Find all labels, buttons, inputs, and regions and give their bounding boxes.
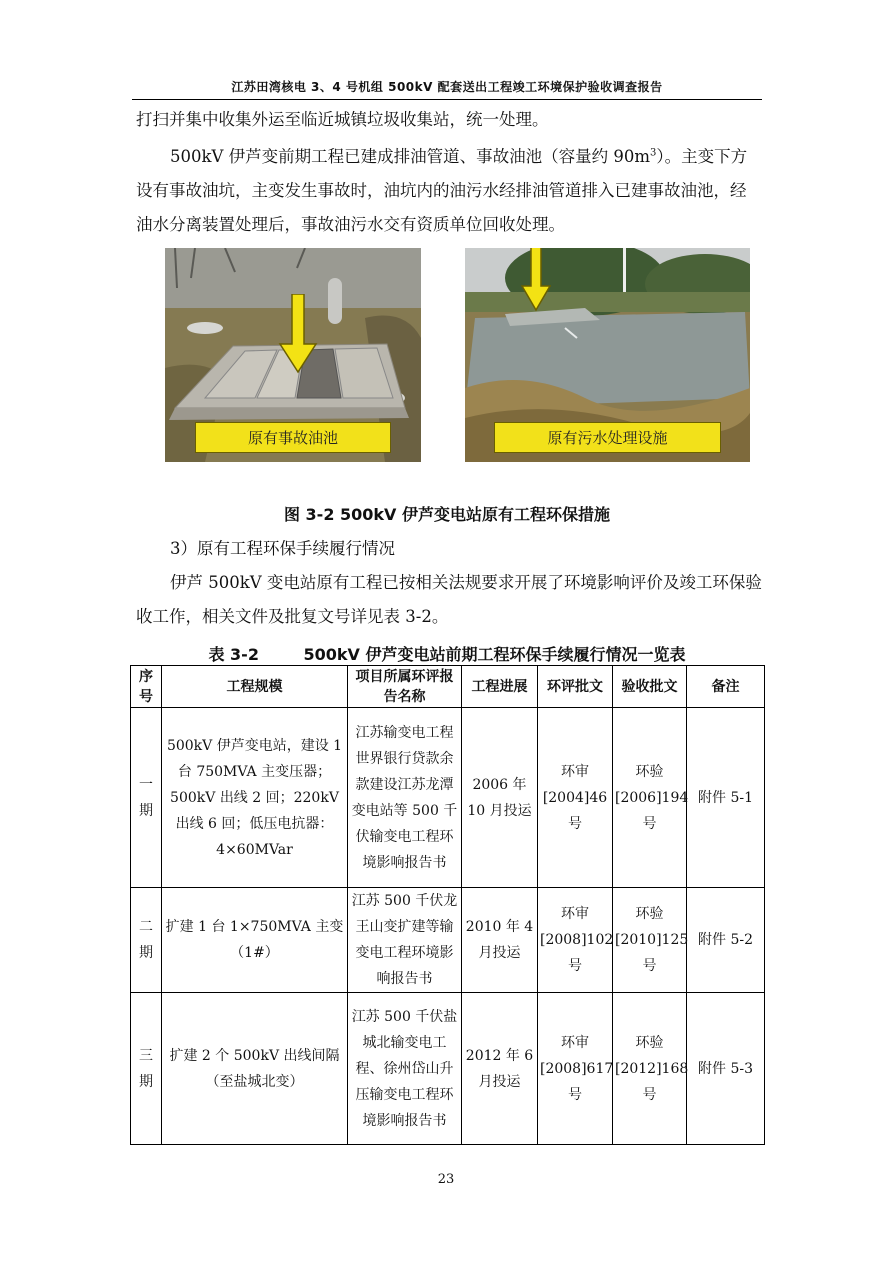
approval-table [130,665,765,1145]
report-cell: 江苏 500 千伏龙王山变扩建等输变电工程环境影响报告书 [348,888,462,993]
note-cell: 附件 5-3 [687,993,765,1145]
header-cell: 项目所属环评报告名称 [348,666,462,708]
note-cell: 附件 5-2 [687,888,765,993]
table-row [131,888,765,993]
header-cell: 环评批文 [538,666,613,708]
header-cell: 工程规模 [162,666,348,708]
photo-accident-oil-pool [165,248,421,462]
acceptance-approval-cell: 环验[2012]168 号 [613,993,687,1145]
header-cell: 工程进展 [462,666,538,708]
note-cell: 附件 5-1 [687,708,765,888]
table-caption: 表 3-2 500kV 伊芦变电站前期工程环保手续履行情况一览表 [208,645,686,664]
period-cell: 三期 [131,993,162,1145]
table-row [131,708,765,888]
progress-cell: 2006 年 10 月投运 [462,708,538,888]
report-cell: 江苏输变电工程世界银行贷款余款建设江苏龙潭变电站等 500 千伏输变电工程环境影响报告书 [348,708,462,888]
photo-sewage-facility [465,248,750,462]
paragraph-4: 伊芦 500kV 变电站原有工程已按相关法规要求开展了环境影响评价及竣工环保验收工作，相关文件及批复文号详见表 3-2。 [136,573,762,626]
paragraph-3: 3）原有工程环保手续履行情况 [170,539,395,558]
progress-cell: 2012 年 6 月投运 [462,993,538,1145]
paragraph-2: 500kV 伊芦变前期工程已建成排油管道、事故油池（容量约 $90m^3$）。主变下方设有事故油坑，主变发生事故时，油坑内的油污水经排油管道排入已建事故油池，经油水分离装置处理后，事故油污水交有资质单位回收处理。 [136,147,748,234]
figure-caption: 图 3-2 500kV 伊芦变电站原有工程环保措施 [283,505,611,524]
paragraph-1: 打扫并集中收集外运至临近城镇垃圾收集站，统一处理。 [136,110,549,129]
period-cell: 一期 [131,708,162,888]
header-cell: 序号 [131,666,162,708]
header-cell: 备注 [687,666,765,708]
photo-label-left: 原有事故油池 [165,422,421,452]
acceptance-approval-cell: 环验[2010]125 号 [613,888,687,993]
arrow-down-icon [521,248,551,312]
header-rule [132,99,762,100]
report-cell: 江苏 500 千伏盐城北输变电工程、徐州岱山升压输变电工程环境影响报告书 [348,993,462,1145]
running-header: 江苏田湾核电 3、4 号机组 500kV 配套送出工程竣工环境保护验收调查报告 [231,80,663,94]
eia-approval-cell: 环审[2008]617 号 [538,993,613,1145]
header-cell: 验收批文 [613,666,687,708]
photo-label-right: 原有污水处理设施 [465,422,750,452]
progress-cell: 2010 年 4 月投运 [462,888,538,993]
scale-cell: 扩建 1 台 1×750MVA 主变（1#） [162,888,348,993]
table-row [131,993,765,1145]
period-cell: 二期 [131,888,162,993]
table-header-row [131,666,765,708]
arrow-down-icon [278,294,318,374]
acceptance-approval-cell: 环验[2006]194 号 [613,708,687,888]
page-number: 23 [437,1172,455,1187]
eia-approval-cell: 环审[2004]46 号 [538,708,613,888]
eia-approval-cell: 环审[2008]102 号 [538,888,613,993]
scale-cell: 500kV 伊芦变电站，建设 1 台 750MVA 主变压器；500kV 出线 2 回；220kV 出线 6 回；低压电抗器：4×60MVar [162,708,348,888]
scale-cell: 扩建 2 个 500kV 出线间隔（至盐城北变） [162,993,348,1145]
